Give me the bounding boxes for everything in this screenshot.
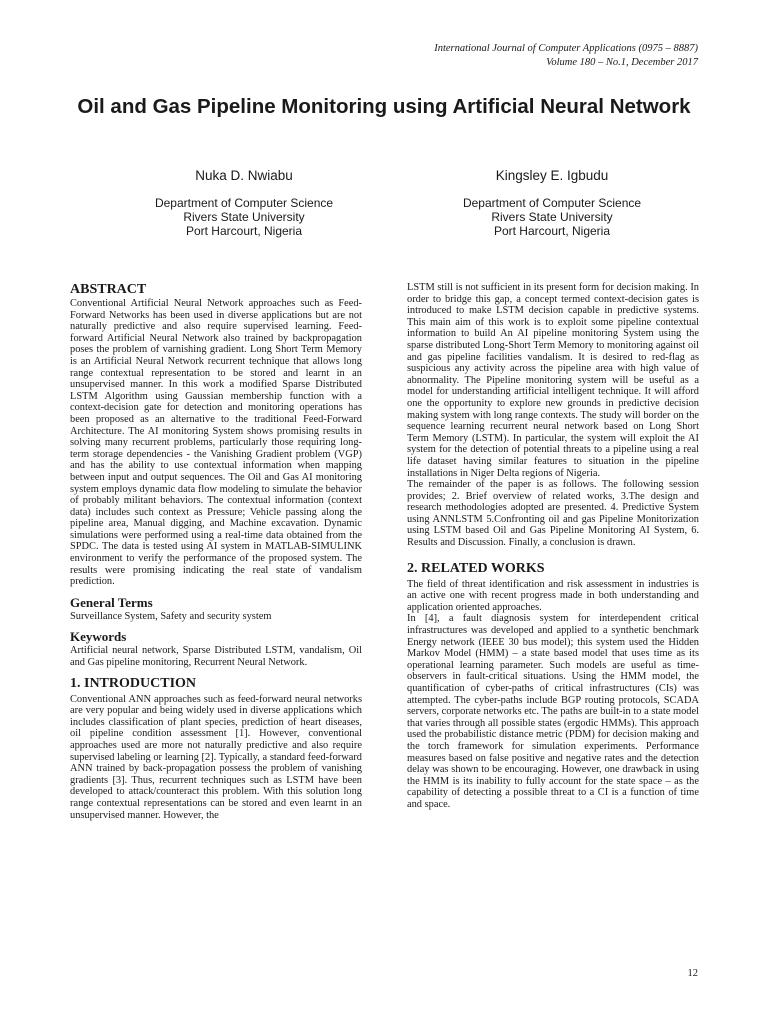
author-name: Kingsley E. Igbudu (495, 168, 609, 183)
abstract-text: Conventional Artificial Neural Network approaches such as Feed-Forward Networks has been used in diverse applications but are not naturally predictive and also require supervised learning. Feed-forward Artificial Neural Network also trained by backpropagation poses the problem of varnishing gradient. Long Short Term Memory is an Artificial Neural Network recurrent technique that allows long range contextual representation to be stored and learnt in an unsupervised manner. In this work a modified Sparse Distributed LSTM Algorithm using Gaussian membership function with a context-decision gate for detection and monitoring operations has been proposed as an alternative to the traditional Feed-Forward Architecture. The AI monitoring System shows promising results in solving many recurrent problems, particularly those requiring long-term storage dependencies - the Vanishing Gradient problem (VGP) and has the ability to use contextual information when mapping between input and output sequences. The Oil and Gas AI monitoring system employs dynamic data flow modeling to simulate the behavior of probably militant behaviors. The contextual information (context data) includes such context as Pressure; Vehicle passing along the pipeline area, Manual digging, and Machine excavation. Dynamic simulations were performed using a real-time data obtained from the SPDC. The data is tested using AI system in MATLAB-SIMULINK environment to verify the performance of the proposed system. The results were promising indicating the real state of vandalism prediction. (70, 298, 362, 588)
right-column (407, 282, 699, 811)
paper-title: Oil and Gas Pipeline Monitoring using Artificial Neural Network (77, 95, 691, 118)
general-terms-heading: General Terms (70, 594, 153, 610)
journal-volume: Volume 180 – No.1, December 2017 (546, 57, 698, 68)
author-city: Port Harcourt, Nigeria (493, 224, 611, 238)
abstract-heading: ABSTRACT (70, 282, 147, 297)
author-block-2 (422, 168, 682, 238)
author-university: Rivers State University (491, 210, 613, 224)
left-column (70, 282, 362, 821)
introduction-heading: 1. INTRODUCTION (70, 675, 197, 691)
author-block-1 (114, 168, 374, 238)
keywords-heading: Keywords (70, 629, 127, 645)
introduction-text: Conventional ANN approaches such as feed-forward neural networks are very popular and being widely used in diverse applications which includes classification of plant species, prediction of heart diseases, oil pipeline condition assessment [1]. However, conventional approaches used are more not naturally predictive and also require supervised labeling or learning [2]. Typically, a standard feed-forward ANN trained by back-propagation possess the problem of vanishing gradients [3]. Thus, recurrent techniques such as LSTM have been developed to attack/counteract this problem. With this solution long range contextual representations can be stored and even learnt in an unsupervised manner. However, the (70, 693, 362, 821)
author-department: Department of Computer Science (462, 196, 642, 210)
general-terms-text: Surveillance System, Safety and security system (70, 610, 272, 622)
author-department: Department of Computer Science (154, 196, 334, 210)
related-works-text: In [4], a fault diagnosis system for interdependent critical infrastructures was developed and applied to a synthetic benchmark Energy network (IEEE 30 bus model); this system used the Hidden Markov Model (HMM) – a state based model that uses time as its operational learning parameter. Such models are useful as time-observers in fault-critical situations. Using the HMM model, the quantification of cyber-paths of critical infrastructures (CIs) was attempted. The cyber-paths include BGP routing protocols, SCADA servers, corporate networks etc. The paths are built-in to a state model that varies through all possible states (ergodic HMMs). This approach used the probabilistic distance metric (PDM) for decision making and the torch framework for simulation experiments. Performance measures based on false positive and negative rates and the detection delay was shown to be encouraging. However, one drawback in using the HMM is its inability to fully account for the state space – as the capability of detecting a possible threat to a CI is a function of time and space. (407, 613, 699, 810)
related-works-heading: 2. RELATED WORKS (407, 560, 545, 576)
author-name: Nuka D. Nwiabu (195, 168, 293, 183)
journal-name: International Journal of Computer Applications (0975 – 8887) (434, 43, 698, 54)
page-number: 12 (687, 968, 698, 979)
keywords-text: Artificial neural network, Sparse Distributed LSTM, vandalism, Oil and Gas pipeline monitoring, Recurrent Neural Network. (70, 645, 362, 669)
paper-outline-text: The remainder of the paper is as follows. The following session provides; 2. Brief overview of related works, 3.The design and research methodologies adopted are presented. 4. Predictive System using ANNLSTM 5.Confronting oil and gas Pipeline Monitorization using LSTM based Oil and Gas Pipeline Monitoring AI System, 6. Results and Discussion. Finally, a conclusion is drawn. (407, 479, 699, 549)
author-university: Rivers State University (183, 210, 305, 224)
related-works-intro: The field of threat identification and risk assessment in industries is an active one with recent progress made in both understanding and application oriented approaches. (407, 578, 699, 613)
author-city: Port Harcourt, Nigeria (185, 224, 303, 238)
journal-header (434, 42, 698, 70)
introduction-continued-text: LSTM still is not sufficient in its present form for decision making. In order to bridge this gap, a concept termed context-decision gates is introduced to make LSTM decision capable in predictive systems. This main aim of this work is to exploit some pipeline contextual information to build An AI pipeline monitoring System using the sparse distributed Long-Short Term Memory to monitoring against oil and gas pipeline facilities vandalism. It is desired to red-flag as suspicious any activity across the pipeline area with high value of abnormality. The Pipeline monitoring system will be useful as a model for understanding artificial intelligent technique. It will afford one the opportunity to explore new grounds in predictive decision making system with long range contexts. The study will border on the sequence learning recurrent neural network based on Long Short Term Memory (LSTM). In particular, the system will exploit the AI system for the detection of potential threats to a pipeline using a real life dataset having similar features to situation in the pipeline installations in Niger Delta regions of Nigeria. (407, 282, 699, 479)
